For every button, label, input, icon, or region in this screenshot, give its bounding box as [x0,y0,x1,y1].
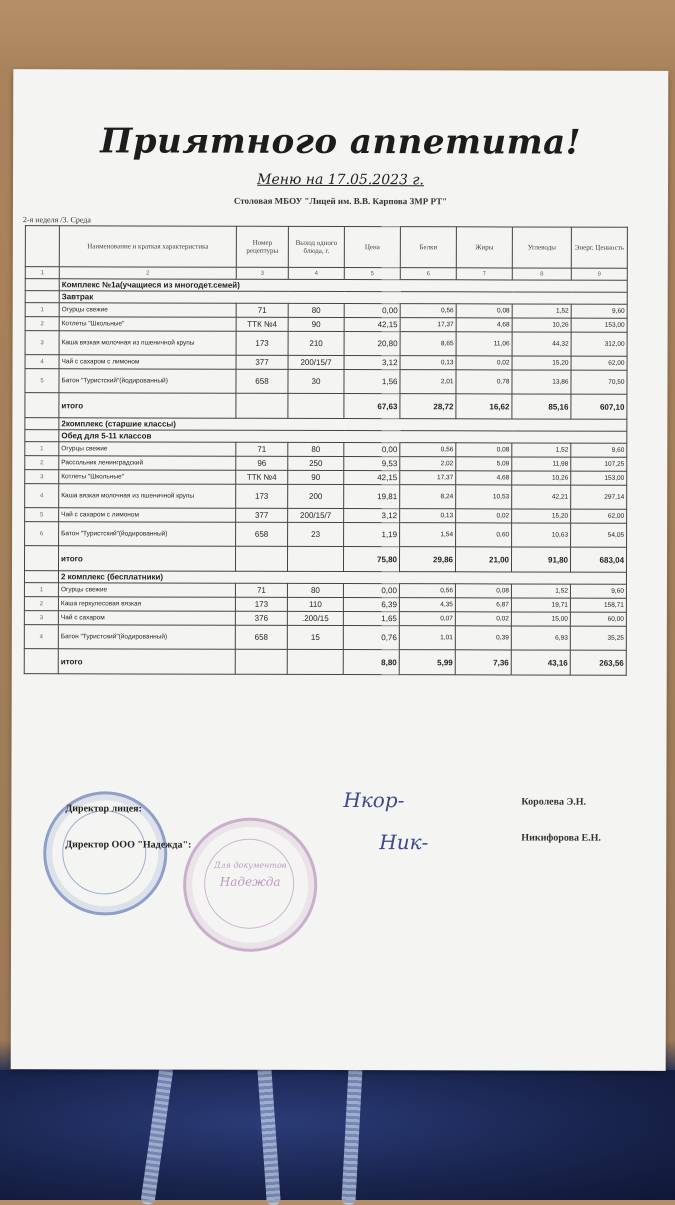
total-label: итого [58,546,235,571]
blank-cell [24,546,58,571]
item-energy: 107,25 [571,457,627,471]
item-protein: 2,02 [400,457,456,471]
item-recipe: ТТК №4 [236,470,288,484]
item-output: 15 [287,625,343,649]
item-price: 42,15 [344,318,400,332]
column-number: 2 [59,267,236,279]
item-index: 4 [25,484,59,508]
item-carbs: 1,52 [511,584,570,598]
item-price: 1,65 [343,612,399,626]
item-energy: 9,60 [571,443,627,457]
menu-item-row [24,625,626,651]
item-output: 90 [288,470,344,484]
item-recipe: 71 [235,583,287,597]
menu-sheet [11,69,669,1071]
header-cell [25,226,59,267]
total-fat: 16,62 [456,394,512,419]
menu-item-row [24,597,626,613]
page-title: Приятного аппетита! [100,121,582,163]
item-recipe: 71 [236,442,288,456]
blank-cell [287,546,343,571]
item-carbs: 42,21 [512,485,571,509]
item-name: Огурцы свежие [59,303,236,317]
item-index: 2 [25,317,59,331]
blank-cell [25,430,59,442]
total-energy: 263,56 [570,650,626,675]
item-protein: 8,24 [400,485,456,509]
column-number: 7 [456,268,512,280]
menu-body [24,279,627,676]
item-recipe: 173 [236,484,288,508]
item-name: Чай с сахаром [58,611,235,625]
item-carbs: 11,98 [512,457,571,471]
item-carbs: 19,71 [511,598,570,612]
complex-title: Комплекс №1а(учащиеся из многодет.семей) [59,279,627,292]
item-index: 2 [24,597,58,611]
item-name: Батон "Туристский"(йодированный) [58,625,235,649]
total-fat: 7,36 [455,650,511,675]
week-label: 2-я неделя /3. Среда [22,215,91,225]
item-carbs: 15,20 [512,356,571,370]
item-protein: 17,37 [400,471,456,485]
item-output: 80 [288,442,344,456]
menu-item-row [25,369,627,395]
column-number: 5 [344,268,400,280]
blank-cell [287,649,343,674]
header-cell: Углеводы [512,227,571,268]
item-output: 80 [288,303,344,317]
menu-item-row [25,456,627,472]
column-number: 9 [571,268,627,280]
item-recipe: ТТК №4 [236,317,288,331]
item-index: 3 [25,470,59,484]
item-output: 250 [288,456,344,470]
item-name: Каша вязкая молочная из пшеничной крупы [59,331,236,355]
item-index: 6 [25,522,59,546]
item-recipe: 173 [235,597,287,611]
item-protein: 1,54 [400,523,456,547]
item-protein: 0,56 [399,584,455,598]
item-price: 1,19 [344,523,400,547]
blank-cell [25,393,59,418]
item-energy: 62,00 [571,356,627,370]
item-name: Огурцы свежие [58,583,235,597]
item-output: 200 [288,484,344,508]
menu-item-row [25,484,627,510]
item-energy: 9,60 [571,304,627,318]
item-fat: 4,68 [456,318,512,332]
meal-title: Завтрак [59,291,627,304]
total-fat: 21,00 [455,547,511,572]
item-recipe: 376 [235,611,287,625]
item-fat: 0,02 [455,612,511,626]
director-label: Директор лицея: [65,803,142,815]
item-recipe: 658 [236,369,288,393]
item-fat: 4,68 [456,471,512,485]
item-recipe: 71 [236,303,288,317]
item-protein: 8,65 [400,332,456,356]
total-price: 67,63 [344,394,400,419]
item-output: 80 [287,583,343,597]
blank-cell [235,546,287,571]
item-carbs: 13,86 [512,370,571,394]
blank-cell [24,571,58,583]
menu-item-row [25,355,627,371]
item-output: 210 [288,331,344,355]
item-protein: 17,37 [400,318,456,332]
item-name: Чай с сахаром с лимоном [59,508,236,522]
item-carbs: 1,52 [512,443,571,457]
item-price: 3,12 [344,509,400,523]
item-protein: 0,56 [400,304,456,318]
item-protein: 0,56 [400,443,456,457]
item-fat: 5,09 [456,457,512,471]
item-fat: 0,02 [456,356,512,370]
item-price: 42,15 [344,471,400,485]
total-energy: 683,04 [570,547,626,572]
item-price: 0,00 [344,304,400,318]
total-carbs: 91,80 [511,547,570,572]
total-price: 75,80 [343,547,399,572]
item-recipe: 173 [236,331,288,355]
column-number: 3 [236,267,288,279]
blank-cell [25,291,59,303]
menu-date: Меню на 17.05.2023 г. [257,171,424,189]
total-carbs: 85,16 [512,394,571,419]
header-cell: Номер рецептуры [236,226,288,267]
item-index: 4 [25,355,59,369]
blank-cell [24,649,58,674]
item-index: 2 [25,456,59,470]
menu-item-row [24,583,626,599]
item-recipe: 377 [236,355,288,369]
header-cell: Жиры [456,227,512,268]
item-energy: 297,14 [571,485,627,509]
blank-cell [25,279,59,291]
company-signature: Ник- [379,830,429,855]
item-index: 5 [25,369,59,393]
item-energy: 60,00 [570,612,626,626]
item-output: 90 [288,317,344,331]
company-director-label: Директор ООО "Надежда": [65,839,192,851]
total-protein: 28,72 [400,394,456,419]
total-label: итого [58,649,235,674]
item-name: Огурцы свежие [59,442,236,456]
header-cell: Энерг. Ценность [571,227,627,268]
total-protein: 5,99 [399,650,455,675]
menu-item-row [25,442,627,458]
item-fat: 0,08 [456,304,512,318]
stamp-inner-ring [62,810,146,894]
item-energy: 62,00 [571,509,627,523]
item-price: 6,39 [343,598,399,612]
item-price: 20,80 [344,332,400,356]
item-index: 1 [25,442,59,456]
item-fat: 11,06 [456,332,512,356]
blank-cell [25,418,59,430]
menu-table [24,225,628,676]
blank-cell [235,649,287,674]
total-label: итого [59,393,236,418]
item-fat: 10,53 [456,485,512,509]
header-row [25,226,627,269]
company-stamp [183,818,317,952]
item-index: 4 [24,625,58,649]
item-output: 110 [287,597,343,611]
blank-cell [236,393,288,418]
item-fat: 6,87 [455,598,511,612]
item-output: 30 [288,369,344,393]
item-index: 3 [24,611,58,625]
director-name: Королева Э.Н. [521,796,587,808]
item-output: 200/15/7 [288,355,344,369]
menu-item-row [25,317,627,333]
item-protein: 0,07 [399,612,455,626]
stamp-text: Надежда [219,874,281,889]
item-name: Батон "Туристский"(йодированный) [59,522,236,546]
item-price: 9,53 [344,457,400,471]
column-number: 4 [288,267,344,279]
item-price: 0,76 [343,626,399,650]
total-row [25,393,627,420]
item-fat: 0,60 [456,523,512,547]
total-carbs: 43,16 [511,650,570,675]
total-price: 8,80 [343,650,399,675]
company-director-name: Никифорова Е.Н. [521,832,601,844]
item-index: 3 [25,331,59,355]
item-index: 5 [25,508,59,522]
item-price: 19,81 [344,485,400,509]
item-price: 0,00 [343,584,399,598]
item-recipe: 658 [236,522,288,546]
item-output: .200/15 [287,611,343,625]
item-energy: 312,00 [571,332,627,356]
header-cell: Цена [344,227,400,268]
menu-item-row [25,331,627,357]
menu-item-row [24,611,626,627]
menu-item-row [25,508,627,524]
item-protein: 2,01 [400,370,456,394]
item-fat: 0,02 [456,509,512,523]
item-name: Котлеты "Школьные" [59,470,236,484]
item-recipe: 658 [235,625,287,649]
item-carbs: 10,63 [512,523,571,547]
total-row [24,546,626,573]
item-fat: 0,78 [456,370,512,394]
item-carbs: 6,93 [511,626,570,650]
menu-item-row [25,522,627,548]
complex-title: 2комплекс (старшие классы) [59,418,627,431]
director-signature: Нкор- [343,788,405,813]
item-name: Рассольник ленинградский [59,456,236,470]
item-index: 1 [25,303,59,317]
item-output: 23 [288,522,344,546]
total-protein: 29,86 [399,547,455,572]
item-output: 200/15/7 [288,508,344,522]
item-carbs: 1,52 [512,304,571,318]
item-carbs: 15,00 [511,612,570,626]
organization-name: Столовая МБОУ "Лицей им. В.В. Карпова ЗМР РТ" [233,195,448,207]
item-carbs: 15,20 [512,509,571,523]
item-energy: 35,25 [570,626,626,650]
item-price: 1,56 [344,370,400,394]
item-energy: 9,60 [570,584,626,598]
item-index: 1 [24,583,58,597]
column-number: 8 [512,268,571,280]
menu-item-row [25,470,627,486]
column-number: 6 [400,268,456,280]
item-energy: 153,00 [571,318,627,332]
item-recipe: 96 [236,456,288,470]
item-name: Чай с сахаром с лимоном [59,355,236,369]
total-row [24,649,626,676]
total-energy: 607,10 [571,394,627,419]
item-price: 0,00 [344,443,400,457]
item-fat: 0,08 [456,443,512,457]
stamp-subtext: Для документов [213,860,287,870]
meal-title: Обед для 5-11 классов [59,430,627,443]
item-price: 3,12 [344,356,400,370]
fabric-background [0,1070,675,1200]
item-protein: 1,01 [399,626,455,650]
item-name: Котлеты "Школьные" [59,317,236,331]
menu-item-row [25,303,627,319]
item-protein: 0,13 [400,509,456,523]
header-cell: Наименование и краткая характеристика [59,226,236,267]
item-name: Каша геркулесовая вязкая [58,597,235,611]
complex-title: 2 комплекс (бесплатники) [58,571,626,584]
item-protein: 0,13 [400,356,456,370]
item-recipe: 377 [236,508,288,522]
column-number: 1 [25,267,59,279]
item-carbs: 10,26 [512,471,571,485]
item-fat: 0,39 [455,626,511,650]
blank-cell [288,393,344,418]
header-cell: Выход одного блюда, г. [288,226,344,267]
item-carbs: 44,32 [512,332,571,356]
item-protein: 4,35 [399,598,455,612]
item-fat: 0,08 [455,584,511,598]
item-energy: 158,71 [570,598,626,612]
item-energy: 153,00 [571,471,627,485]
header-cell: Белки [400,227,456,268]
item-energy: 54,05 [571,523,627,547]
item-name: Каша вязкая молочная из пшеничной крупы [59,484,236,508]
item-carbs: 10,26 [512,318,571,332]
item-name: Батон "Туристский"(йодированный) [59,369,236,393]
item-energy: 70,50 [571,370,627,394]
